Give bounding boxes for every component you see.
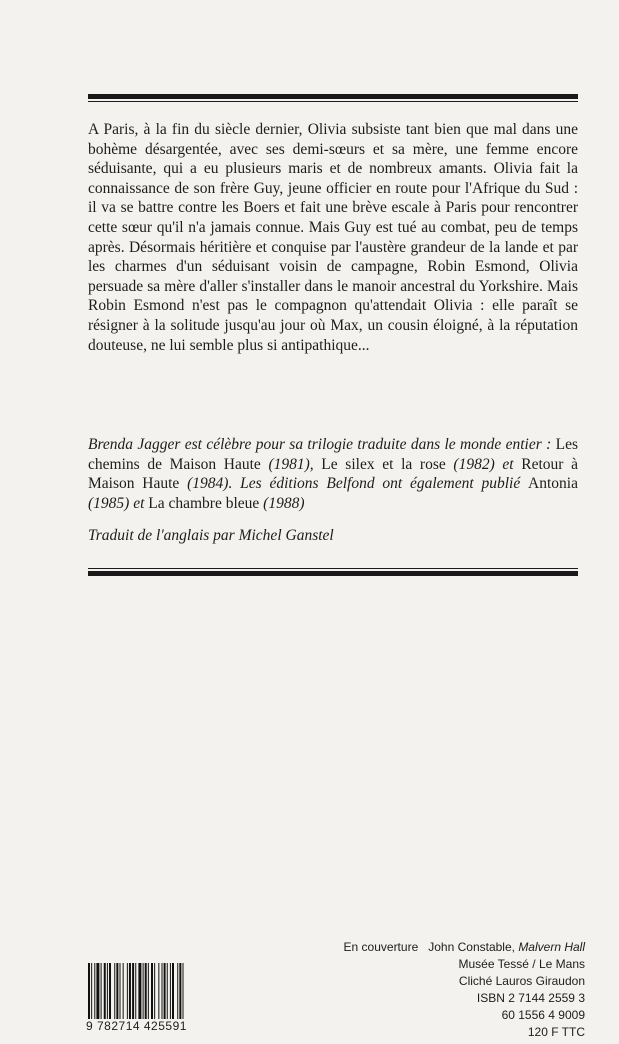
bio-year-3: (1984). — [187, 475, 233, 493]
bio-year-1: (1981), — [268, 455, 314, 473]
bio-year-4: (1985) — [88, 494, 130, 512]
rule-thick-line — [88, 571, 578, 576]
cover-artist: John Constable, — [428, 940, 519, 954]
cover-credit-line — [344, 939, 585, 956]
bio-year-2: (1982) — [453, 455, 495, 473]
bio-and-1: et — [494, 455, 522, 473]
bio-and-2: et — [129, 494, 149, 512]
cover-label: En couverture — [343, 940, 419, 954]
product-code-line: 60 1556 4 9009 — [501, 1008, 585, 1022]
price-line: 120 F TTC — [527, 1025, 585, 1039]
bio-title-4: Antonia — [528, 475, 578, 493]
top-double-rule — [88, 94, 578, 102]
cover-title: Malvern Hall — [518, 940, 585, 954]
bio-year-5: (1988) — [263, 494, 305, 512]
bio-title-3: Retour à Maison Haute — [88, 455, 578, 493]
translator-credit: Traduit de l'anglais par Michel Ganstel — [88, 527, 334, 544]
barcode-digits: 9 782714 425591 — [86, 1019, 220, 1033]
bio-title-1: Les chemins de Maison Haute — [88, 436, 578, 473]
bio-publisher-note: Les éditions Belfond ont également publié — [232, 475, 529, 493]
photo-credit-line: Cliché Lauros Giraudon — [458, 974, 585, 988]
author-bio — [88, 435, 578, 513]
summary-paragraph: A Paris, à la fin du siècle dernier, Olivia subsiste tant bien que mal dans une bohème désargentée, avec ses demi-sœurs et sa mère, une femme encore séduisante, qui a eu plusieurs maris et de nombreux amants. Olivia fait la connaissance de son frère Guy, jeune officier en route pour l'Afrique du Sud : il va se battre contre les Boers et fait une brève escale à Paris pour rencontrer cette sœur qu'il n'a jamais connue. Mais Guy est tué au combat, peu de temps après. Désormais héritière et conquise par l'austère grandeur de la lande et par les charmes d'un séduisant voisin de campagne, Robin Esmond, Olivia persuade sa mère d'aller s'installer dans le manoir ancestral du Yorkshire. Mais Robin Esmond n'est pas le compagnon qu'attendait Olivia : elle paraît se résigner à la solitude jusqu'au jour où Max, un cousin éloigné, à la réputation douteuse, ne lui semble plus si antipathique... — [88, 121, 578, 354]
rule-thin-line — [88, 568, 578, 569]
rule-thin-line — [88, 101, 578, 102]
bio-title-2: Le silex et la rose — [313, 455, 454, 473]
cover-credits — [344, 939, 585, 1041]
bio-title-5: La chambre bleue — [148, 494, 264, 512]
bottom-double-rule — [88, 568, 578, 576]
rule-thick-line — [88, 94, 578, 99]
bio-intro: Brenda Jagger est célèbre pour sa trilogie traduite dans le monde entier : — [88, 436, 552, 453]
museum-line: Musée Tessé / Le Mans — [458, 957, 585, 971]
isbn-line: ISBN 2 7144 2559 3 — [476, 991, 585, 1005]
